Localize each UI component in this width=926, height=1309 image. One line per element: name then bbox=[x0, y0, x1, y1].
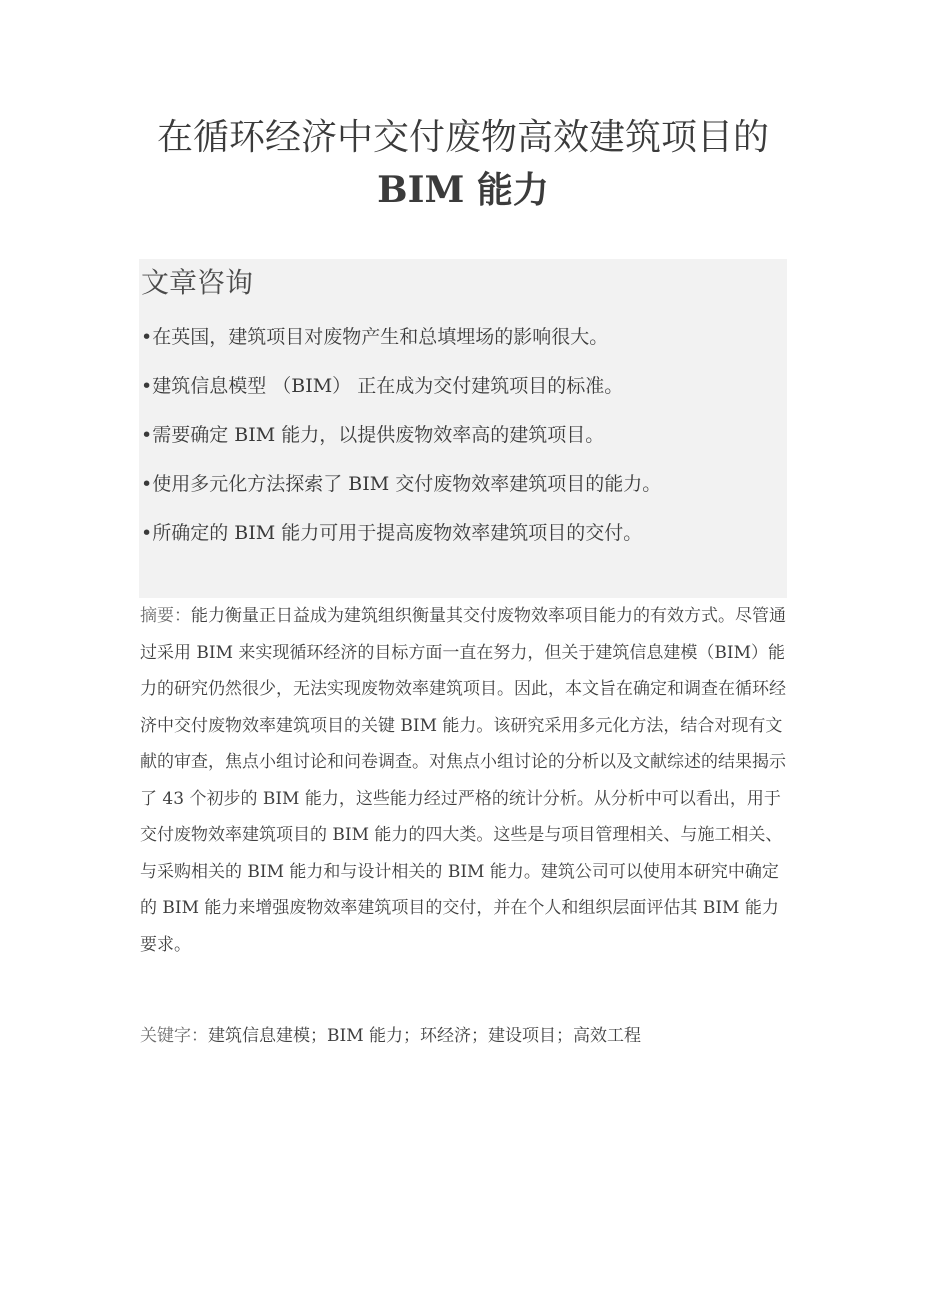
abstract-text: 能力衡量正日益成为建筑组织衡量其交付废物效率项目能力的有效方式。尽管通过采用 BIM 来实现循环经济的目标方面一直在努力，但关于建筑信息建模（BIM）能力的研究仍然很少，无法实现废物效率建筑项目。因此，本文旨在确定和调查在循环经济中交付废物效率建筑项目的关键 BIM 能力。该研究采用多元化方法，结合对现有文献的审查，焦点小组讨论和问卷调查。对焦点小组讨论的分析以及文献综述的结果揭示了 43 个初步的 BIM 能力，这些能力经过严格的统计分析。从分析中可以看出，用于交付废物效率建筑项目的 BIM 能力的四大类。这些是与项目管理相关、与施工相关、与采购相关的 BIM 能力和与设计相关的 BIM 能力。建筑公司可以使用本研究中确定的 BIM 能力来增强废物效率建筑项目的交付，并在个人和组织层面评估其 BIM 能力要求。 bbox=[140, 606, 786, 955]
abstract-paragraph bbox=[140, 598, 788, 963]
highlight-item: •使用多元化方法探索了 BIM 交付废物效率建筑项目的能力。 bbox=[141, 473, 662, 495]
highlights-list bbox=[141, 313, 661, 558]
keywords-paragraph bbox=[140, 1018, 788, 1054]
highlight-item: •所确定的 BIM 能力可用于提高废物效率建筑项目的交付。 bbox=[141, 522, 643, 544]
highlight-item: •在英国，建筑项目对废物产生和总填埋场的影响很大。 bbox=[141, 326, 609, 348]
highlights-heading: 文章咨询 bbox=[141, 266, 254, 299]
title-line-1: 在循环经济中交付废物高效建筑项目的 bbox=[156, 117, 769, 158]
keywords-text: 建筑信息建模；BIM 能力；环经济；建设项目；高效工程 bbox=[208, 1026, 642, 1046]
highlights-box bbox=[139, 259, 787, 598]
document-title bbox=[120, 112, 806, 217]
title-line-2: BIM 能力 bbox=[377, 169, 549, 211]
highlight-item: •需要确定 BIM 能力，以提供废物效率高的建筑项目。 bbox=[141, 424, 605, 446]
keywords-label: 关键字： bbox=[140, 1026, 208, 1046]
highlight-item: •建筑信息模型 （BIM） 正在成为交付建筑项目的标准。 bbox=[141, 375, 624, 397]
abstract-label: 摘要： bbox=[140, 606, 191, 626]
